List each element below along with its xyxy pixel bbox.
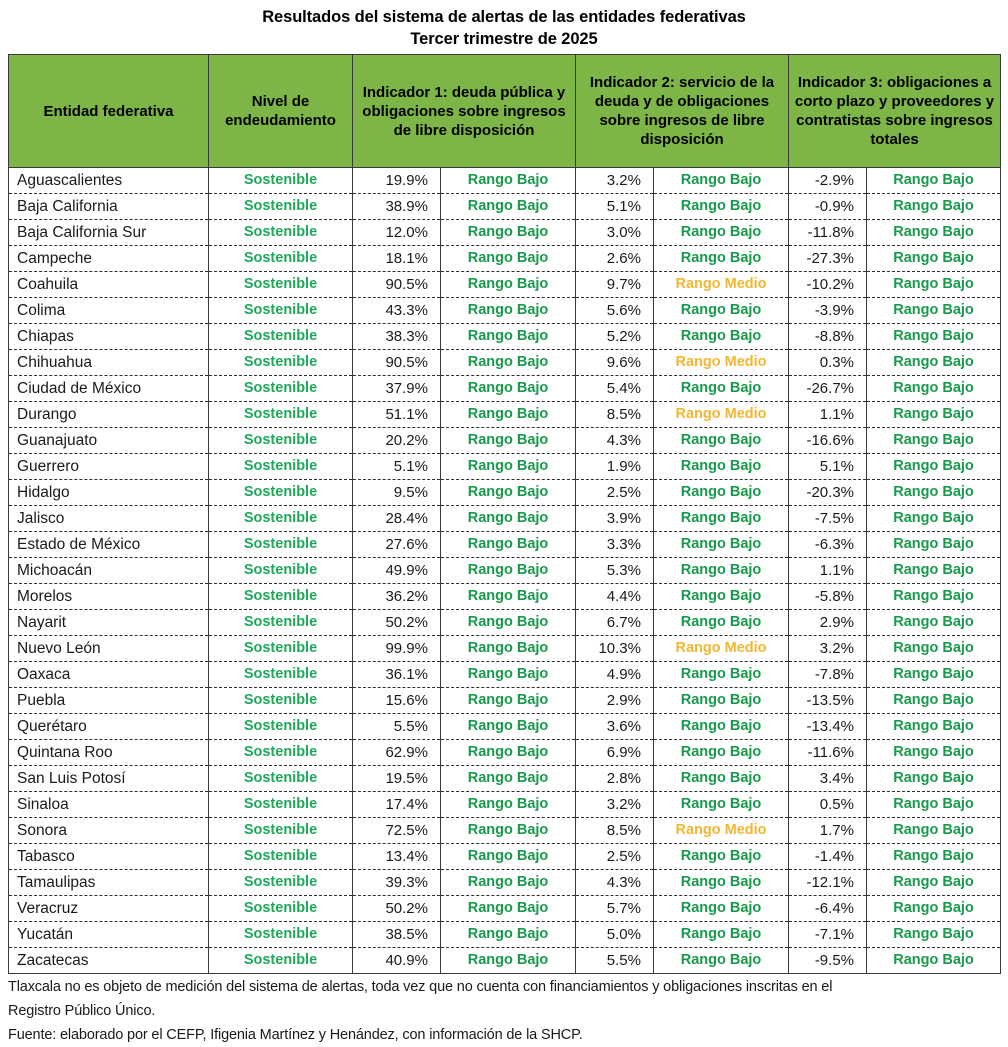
cell-indicador2-valor: 5.6% xyxy=(576,298,654,324)
cell-indicador2-rango: Rango Bajo xyxy=(654,610,789,636)
table-row xyxy=(9,948,1001,974)
cell-indicador1-valor: 15.6% xyxy=(353,688,441,714)
cell-indicador3-valor: 2.9% xyxy=(789,610,867,636)
cell-indicador3-rango: Rango Bajo xyxy=(867,610,1001,636)
cell-indicador1-rango: Rango Bajo xyxy=(441,454,576,480)
cell-indicador2-valor: 5.2% xyxy=(576,324,654,350)
cell-indicador3-valor: -9.5% xyxy=(789,948,867,974)
header-row xyxy=(9,55,1001,168)
cell-indicador2-rango: Rango Bajo xyxy=(654,844,789,870)
cell-indicador3-rango: Rango Bajo xyxy=(867,792,1001,818)
cell-indicador3-rango: Rango Bajo xyxy=(867,818,1001,844)
cell-indicador1-valor: 62.9% xyxy=(353,740,441,766)
table-row xyxy=(9,350,1001,376)
cell-indicador2-rango: Rango Medio xyxy=(654,402,789,428)
cell-indicador2-rango: Rango Bajo xyxy=(654,480,789,506)
cell-nivel-endeudamiento: Sostenible xyxy=(209,558,353,584)
cell-nivel-endeudamiento: Sostenible xyxy=(209,246,353,272)
cell-indicador1-rango: Rango Bajo xyxy=(441,922,576,948)
cell-indicador2-rango: Rango Bajo xyxy=(654,454,789,480)
cell-indicador3-rango: Rango Bajo xyxy=(867,324,1001,350)
cell-entidad: Morelos xyxy=(9,584,209,610)
cell-indicador1-valor: 28.4% xyxy=(353,506,441,532)
cell-indicador1-valor: 13.4% xyxy=(353,844,441,870)
cell-indicador1-valor: 5.1% xyxy=(353,454,441,480)
cell-indicador1-rango: Rango Bajo xyxy=(441,532,576,558)
column-header-indicador-2: Indicador 2: servicio de la deuda y de obligaciones sobre ingresos de libre disposición xyxy=(576,55,789,168)
cell-nivel-endeudamiento: Sostenible xyxy=(209,688,353,714)
cell-entidad: Zacatecas xyxy=(9,948,209,974)
cell-entidad: Yucatán xyxy=(9,922,209,948)
cell-indicador1-valor: 38.5% xyxy=(353,922,441,948)
cell-indicador3-rango: Rango Bajo xyxy=(867,454,1001,480)
cell-indicador1-valor: 20.2% xyxy=(353,428,441,454)
table-row xyxy=(9,558,1001,584)
cell-nivel-endeudamiento: Sostenible xyxy=(209,298,353,324)
cell-indicador1-rango: Rango Bajo xyxy=(441,714,576,740)
cell-indicador1-rango: Rango Bajo xyxy=(441,662,576,688)
cell-indicador2-valor: 4.3% xyxy=(576,870,654,896)
cell-indicador2-valor: 2.8% xyxy=(576,766,654,792)
cell-entidad: Guerrero xyxy=(9,454,209,480)
cell-entidad: Tamaulipas xyxy=(9,870,209,896)
cell-indicador1-rango: Rango Bajo xyxy=(441,584,576,610)
cell-indicador3-valor: 5.1% xyxy=(789,454,867,480)
cell-entidad: Chihuahua xyxy=(9,350,209,376)
table-row xyxy=(9,714,1001,740)
cell-indicador3-valor: -11.8% xyxy=(789,220,867,246)
cell-indicador3-rango: Rango Bajo xyxy=(867,506,1001,532)
cell-indicador3-valor: -8.8% xyxy=(789,324,867,350)
footnote-tlaxcala-line-2: Registro Público Único. xyxy=(8,1003,156,1019)
cell-entidad: Baja California Sur xyxy=(9,220,209,246)
cell-indicador3-valor: -13.5% xyxy=(789,688,867,714)
cell-nivel-endeudamiento: Sostenible xyxy=(209,194,353,220)
cell-indicador3-rango: Rango Bajo xyxy=(867,636,1001,662)
cell-indicador1-valor: 72.5% xyxy=(353,818,441,844)
cell-indicador3-rango: Rango Bajo xyxy=(867,272,1001,298)
cell-nivel-endeudamiento: Sostenible xyxy=(209,220,353,246)
cell-indicador1-rango: Rango Bajo xyxy=(441,168,576,194)
cell-indicador1-valor: 36.1% xyxy=(353,662,441,688)
cell-indicador1-rango: Rango Bajo xyxy=(441,246,576,272)
cell-indicador1-rango: Rango Bajo xyxy=(441,220,576,246)
cell-indicador2-rango: Rango Medio xyxy=(654,636,789,662)
cell-indicador1-rango: Rango Bajo xyxy=(441,740,576,766)
footnotes xyxy=(8,975,1000,1047)
cell-entidad: Baja California xyxy=(9,194,209,220)
cell-indicador3-rango: Rango Bajo xyxy=(867,870,1001,896)
cell-indicador2-valor: 1.9% xyxy=(576,454,654,480)
cell-indicador3-rango: Rango Bajo xyxy=(867,844,1001,870)
table-row xyxy=(9,610,1001,636)
cell-indicador2-valor: 2.5% xyxy=(576,844,654,870)
cell-indicador2-rango: Rango Bajo xyxy=(654,948,789,974)
cell-indicador2-rango: Rango Bajo xyxy=(654,714,789,740)
cell-nivel-endeudamiento: Sostenible xyxy=(209,428,353,454)
column-header-indicador-1: Indicador 1: deuda pública y obligaciones sobre ingresos de libre disposición xyxy=(353,55,576,168)
cell-nivel-endeudamiento: Sostenible xyxy=(209,740,353,766)
cell-indicador2-rango: Rango Bajo xyxy=(654,792,789,818)
cell-indicador3-valor: -1.4% xyxy=(789,844,867,870)
cell-entidad: Campeche xyxy=(9,246,209,272)
cell-indicador3-rango: Rango Bajo xyxy=(867,740,1001,766)
cell-entidad: Veracruz xyxy=(9,896,209,922)
cell-entidad: Oaxaca xyxy=(9,662,209,688)
cell-entidad: Hidalgo xyxy=(9,480,209,506)
cell-indicador3-rango: Rango Bajo xyxy=(867,662,1001,688)
table-row xyxy=(9,246,1001,272)
alerts-table xyxy=(8,54,1001,974)
cell-indicador3-valor: -5.8% xyxy=(789,584,867,610)
cell-indicador1-valor: 17.4% xyxy=(353,792,441,818)
table-row xyxy=(9,870,1001,896)
cell-indicador1-valor: 50.2% xyxy=(353,896,441,922)
cell-indicador1-rango: Rango Bajo xyxy=(441,506,576,532)
cell-indicador3-rango: Rango Bajo xyxy=(867,350,1001,376)
cell-indicador3-valor: -16.6% xyxy=(789,428,867,454)
cell-indicador1-rango: Rango Bajo xyxy=(441,402,576,428)
cell-indicador2-valor: 10.3% xyxy=(576,636,654,662)
cell-indicador2-valor: 6.7% xyxy=(576,610,654,636)
cell-indicador1-rango: Rango Bajo xyxy=(441,896,576,922)
cell-indicador3-rango: Rango Bajo xyxy=(867,532,1001,558)
cell-indicador1-valor: 43.3% xyxy=(353,298,441,324)
cell-indicador3-valor: 0.3% xyxy=(789,350,867,376)
cell-indicador3-rango: Rango Bajo xyxy=(867,688,1001,714)
cell-indicador1-rango: Rango Bajo xyxy=(441,324,576,350)
cell-indicador1-valor: 38.9% xyxy=(353,194,441,220)
cell-indicador2-valor: 3.2% xyxy=(576,168,654,194)
cell-indicador2-valor: 3.2% xyxy=(576,792,654,818)
cell-nivel-endeudamiento: Sostenible xyxy=(209,610,353,636)
cell-indicador1-rango: Rango Bajo xyxy=(441,298,576,324)
table-row xyxy=(9,636,1001,662)
cell-indicador1-rango: Rango Bajo xyxy=(441,428,576,454)
cell-indicador2-rango: Rango Bajo xyxy=(654,324,789,350)
cell-entidad: Estado de México xyxy=(9,532,209,558)
cell-entidad: Quintana Roo xyxy=(9,740,209,766)
cell-indicador3-valor: -2.9% xyxy=(789,168,867,194)
cell-indicador1-valor: 37.9% xyxy=(353,376,441,402)
cell-indicador3-rango: Rango Bajo xyxy=(867,168,1001,194)
cell-nivel-endeudamiento: Sostenible xyxy=(209,168,353,194)
column-header-entidad-federativa: Entidad federativa xyxy=(9,55,209,168)
cell-indicador2-valor: 4.4% xyxy=(576,584,654,610)
cell-indicador3-rango: Rango Bajo xyxy=(867,558,1001,584)
cell-indicador2-rango: Rango Bajo xyxy=(654,298,789,324)
cell-entidad: Guanajuato xyxy=(9,428,209,454)
cell-indicador2-rango: Rango Bajo xyxy=(654,870,789,896)
table-row xyxy=(9,506,1001,532)
table-row xyxy=(9,480,1001,506)
cell-nivel-endeudamiento: Sostenible xyxy=(209,662,353,688)
cell-entidad: Michoacán xyxy=(9,558,209,584)
cell-indicador3-valor: 0.5% xyxy=(789,792,867,818)
cell-indicador2-valor: 3.0% xyxy=(576,220,654,246)
cell-indicador1-valor: 51.1% xyxy=(353,402,441,428)
cell-indicador2-rango: Rango Bajo xyxy=(654,662,789,688)
cell-indicador2-valor: 5.7% xyxy=(576,896,654,922)
cell-entidad: Ciudad de México xyxy=(9,376,209,402)
cell-indicador2-rango: Rango Bajo xyxy=(654,740,789,766)
cell-nivel-endeudamiento: Sostenible xyxy=(209,272,353,298)
column-header-indicador-3: Indicador 3: obligaciones a corto plazo y proveedores y contratistas sobre ingresos totales xyxy=(789,55,1001,168)
cell-indicador1-valor: 12.0% xyxy=(353,220,441,246)
cell-entidad: Chiapas xyxy=(9,324,209,350)
cell-indicador3-rango: Rango Bajo xyxy=(867,766,1001,792)
table-row xyxy=(9,194,1001,220)
cell-entidad: Sinaloa xyxy=(9,792,209,818)
cell-indicador2-rango: Rango Medio xyxy=(654,272,789,298)
cell-indicador3-rango: Rango Bajo xyxy=(867,480,1001,506)
cell-indicador2-rango: Rango Bajo xyxy=(654,584,789,610)
table-row xyxy=(9,428,1001,454)
cell-entidad: Puebla xyxy=(9,688,209,714)
cell-indicador3-valor: -3.9% xyxy=(789,298,867,324)
cell-indicador1-valor: 50.2% xyxy=(353,610,441,636)
cell-indicador3-valor: -11.6% xyxy=(789,740,867,766)
cell-indicador3-valor: 3.4% xyxy=(789,766,867,792)
cell-entidad: Durango xyxy=(9,402,209,428)
cell-nivel-endeudamiento: Sostenible xyxy=(209,870,353,896)
table-row xyxy=(9,688,1001,714)
cell-indicador3-rango: Rango Bajo xyxy=(867,194,1001,220)
cell-nivel-endeudamiento: Sostenible xyxy=(209,402,353,428)
cell-indicador2-valor: 8.5% xyxy=(576,818,654,844)
cell-indicador1-rango: Rango Bajo xyxy=(441,688,576,714)
cell-indicador2-valor: 5.1% xyxy=(576,194,654,220)
cell-indicador3-valor: -20.3% xyxy=(789,480,867,506)
cell-entidad: Nayarit xyxy=(9,610,209,636)
cell-indicador3-valor: -10.2% xyxy=(789,272,867,298)
cell-entidad: Querétaro xyxy=(9,714,209,740)
cell-indicador2-rango: Rango Bajo xyxy=(654,688,789,714)
cell-entidad: Coahuila xyxy=(9,272,209,298)
cell-indicador3-valor: -6.4% xyxy=(789,896,867,922)
table-row xyxy=(9,662,1001,688)
cell-indicador3-valor: -13.4% xyxy=(789,714,867,740)
cell-indicador3-valor: 3.2% xyxy=(789,636,867,662)
cell-entidad: Sonora xyxy=(9,818,209,844)
cell-indicador3-rango: Rango Bajo xyxy=(867,220,1001,246)
cell-indicador2-rango: Rango Medio xyxy=(654,350,789,376)
cell-nivel-endeudamiento: Sostenible xyxy=(209,480,353,506)
cell-indicador1-valor: 19.9% xyxy=(353,168,441,194)
cell-indicador2-valor: 3.9% xyxy=(576,506,654,532)
cell-nivel-endeudamiento: Sostenible xyxy=(209,844,353,870)
cell-indicador3-valor: -7.8% xyxy=(789,662,867,688)
cell-nivel-endeudamiento: Sostenible xyxy=(209,896,353,922)
cell-indicador3-valor: -7.5% xyxy=(789,506,867,532)
cell-indicador1-valor: 90.5% xyxy=(353,350,441,376)
cell-indicador1-rango: Rango Bajo xyxy=(441,792,576,818)
cell-indicador1-rango: Rango Bajo xyxy=(441,194,576,220)
cell-indicador1-rango: Rango Bajo xyxy=(441,870,576,896)
cell-indicador3-valor: 1.1% xyxy=(789,402,867,428)
cell-indicador2-rango: Rango Bajo xyxy=(654,220,789,246)
table-row xyxy=(9,896,1001,922)
cell-indicador1-rango: Rango Bajo xyxy=(441,818,576,844)
table-body xyxy=(9,168,1001,974)
table-header xyxy=(9,55,1001,168)
cell-nivel-endeudamiento: Sostenible xyxy=(209,792,353,818)
page-subtitle: Tercer trimestre de 2025 xyxy=(410,30,598,48)
cell-indicador3-valor: -0.9% xyxy=(789,194,867,220)
cell-indicador2-rango: Rango Bajo xyxy=(654,246,789,272)
cell-nivel-endeudamiento: Sostenible xyxy=(209,454,353,480)
cell-indicador3-valor: 1.7% xyxy=(789,818,867,844)
cell-entidad: Nuevo León xyxy=(9,636,209,662)
cell-indicador1-valor: 19.5% xyxy=(353,766,441,792)
cell-indicador1-rango: Rango Bajo xyxy=(441,558,576,584)
footnote-source: Fuente: elaborado por el CEFP, Ifigenia Martínez y Henández, con información de la SHCP. xyxy=(8,1027,583,1043)
cell-indicador2-rango: Rango Bajo xyxy=(654,558,789,584)
table-row xyxy=(9,454,1001,480)
cell-indicador2-rango: Rango Bajo xyxy=(654,766,789,792)
cell-indicador2-rango: Rango Bajo xyxy=(654,428,789,454)
cell-indicador3-rango: Rango Bajo xyxy=(867,584,1001,610)
cell-indicador1-valor: 99.9% xyxy=(353,636,441,662)
table-container xyxy=(8,54,1000,974)
cell-indicador2-rango: Rango Bajo xyxy=(654,922,789,948)
cell-indicador2-valor: 3.6% xyxy=(576,714,654,740)
table-row xyxy=(9,532,1001,558)
footnote-tlaxcala-line-1: Tlaxcala no es objeto de medición del sistema de alertas, toda vez que no cuenta con financiamientos y obligaciones inscritas en el xyxy=(8,979,833,995)
cell-indicador1-valor: 9.5% xyxy=(353,480,441,506)
cell-indicador1-rango: Rango Bajo xyxy=(441,272,576,298)
cell-indicador1-rango: Rango Bajo xyxy=(441,376,576,402)
table-row xyxy=(9,298,1001,324)
table-row xyxy=(9,818,1001,844)
cell-entidad: Colima xyxy=(9,298,209,324)
cell-indicador1-valor: 18.1% xyxy=(353,246,441,272)
cell-indicador3-rango: Rango Bajo xyxy=(867,402,1001,428)
cell-nivel-endeudamiento: Sostenible xyxy=(209,714,353,740)
column-header-nivel-endeudamiento: Nivel de endeudamiento xyxy=(209,55,353,168)
cell-indicador3-valor: -12.1% xyxy=(789,870,867,896)
table-row xyxy=(9,766,1001,792)
cell-indicador2-valor: 5.4% xyxy=(576,376,654,402)
title-block xyxy=(0,0,1008,50)
cell-nivel-endeudamiento: Sostenible xyxy=(209,636,353,662)
cell-indicador1-rango: Rango Bajo xyxy=(441,610,576,636)
table-row xyxy=(9,272,1001,298)
cell-indicador1-rango: Rango Bajo xyxy=(441,766,576,792)
cell-indicador2-rango: Rango Bajo xyxy=(654,168,789,194)
cell-indicador2-valor: 2.6% xyxy=(576,246,654,272)
cell-indicador1-rango: Rango Bajo xyxy=(441,480,576,506)
cell-indicador2-valor: 5.3% xyxy=(576,558,654,584)
table-row xyxy=(9,740,1001,766)
table-row xyxy=(9,376,1001,402)
table-row xyxy=(9,844,1001,870)
cell-indicador2-valor: 2.9% xyxy=(576,688,654,714)
cell-nivel-endeudamiento: Sostenible xyxy=(209,818,353,844)
cell-indicador3-rango: Rango Bajo xyxy=(867,922,1001,948)
cell-indicador3-rango: Rango Bajo xyxy=(867,428,1001,454)
cell-indicador2-valor: 3.3% xyxy=(576,532,654,558)
cell-indicador3-rango: Rango Bajo xyxy=(867,896,1001,922)
table-row xyxy=(9,168,1001,194)
cell-indicador2-valor: 8.5% xyxy=(576,402,654,428)
cell-indicador2-rango: Rango Bajo xyxy=(654,194,789,220)
table-row xyxy=(9,922,1001,948)
table-row xyxy=(9,220,1001,246)
cell-indicador1-rango: Rango Bajo xyxy=(441,636,576,662)
table-row xyxy=(9,792,1001,818)
cell-indicador3-valor: -6.3% xyxy=(789,532,867,558)
cell-indicador1-rango: Rango Bajo xyxy=(441,350,576,376)
cell-indicador3-rango: Rango Bajo xyxy=(867,948,1001,974)
cell-indicador3-valor: -27.3% xyxy=(789,246,867,272)
cell-indicador1-valor: 27.6% xyxy=(353,532,441,558)
cell-indicador3-rango: Rango Bajo xyxy=(867,714,1001,740)
cell-indicador3-rango: Rango Bajo xyxy=(867,246,1001,272)
cell-indicador2-valor: 4.3% xyxy=(576,428,654,454)
cell-indicador1-valor: 40.9% xyxy=(353,948,441,974)
cell-indicador3-valor: -26.7% xyxy=(789,376,867,402)
table-row xyxy=(9,402,1001,428)
cell-entidad: Jalisco xyxy=(9,506,209,532)
cell-indicador1-valor: 39.3% xyxy=(353,870,441,896)
cell-indicador2-rango: Rango Bajo xyxy=(654,506,789,532)
cell-nivel-endeudamiento: Sostenible xyxy=(209,766,353,792)
cell-nivel-endeudamiento: Sostenible xyxy=(209,506,353,532)
cell-indicador1-valor: 36.2% xyxy=(353,584,441,610)
cell-nivel-endeudamiento: Sostenible xyxy=(209,532,353,558)
cell-indicador1-valor: 5.5% xyxy=(353,714,441,740)
table-row xyxy=(9,324,1001,350)
cell-entidad: San Luis Potosí xyxy=(9,766,209,792)
cell-indicador1-rango: Rango Bajo xyxy=(441,844,576,870)
cell-indicador2-valor: 2.5% xyxy=(576,480,654,506)
page-title: Resultados del sistema de alertas de las entidades federativas xyxy=(262,8,746,26)
cell-indicador3-rango: Rango Bajo xyxy=(867,298,1001,324)
cell-indicador2-rango: Rango Bajo xyxy=(654,896,789,922)
cell-indicador1-valor: 90.5% xyxy=(353,272,441,298)
cell-nivel-endeudamiento: Sostenible xyxy=(209,922,353,948)
cell-indicador2-valor: 6.9% xyxy=(576,740,654,766)
cell-nivel-endeudamiento: Sostenible xyxy=(209,376,353,402)
cell-indicador3-rango: Rango Bajo xyxy=(867,376,1001,402)
cell-entidad: Tabasco xyxy=(9,844,209,870)
cell-nivel-endeudamiento: Sostenible xyxy=(209,324,353,350)
cell-entidad: Aguascalientes xyxy=(9,168,209,194)
cell-indicador2-valor: 9.7% xyxy=(576,272,654,298)
cell-nivel-endeudamiento: Sostenible xyxy=(209,350,353,376)
cell-indicador1-rango: Rango Bajo xyxy=(441,948,576,974)
cell-indicador2-rango: Rango Bajo xyxy=(654,376,789,402)
cell-indicador2-valor: 4.9% xyxy=(576,662,654,688)
cell-indicador2-valor: 5.5% xyxy=(576,948,654,974)
cell-indicador3-valor: -7.1% xyxy=(789,922,867,948)
cell-nivel-endeudamiento: Sostenible xyxy=(209,584,353,610)
cell-indicador1-valor: 49.9% xyxy=(353,558,441,584)
cell-indicador3-valor: 1.1% xyxy=(789,558,867,584)
cell-indicador2-rango: Rango Medio xyxy=(654,818,789,844)
cell-indicador2-valor: 9.6% xyxy=(576,350,654,376)
cell-indicador2-rango: Rango Bajo xyxy=(654,532,789,558)
table-row xyxy=(9,584,1001,610)
cell-indicador1-valor: 38.3% xyxy=(353,324,441,350)
cell-nivel-endeudamiento: Sostenible xyxy=(209,948,353,974)
cell-indicador2-valor: 5.0% xyxy=(576,922,654,948)
